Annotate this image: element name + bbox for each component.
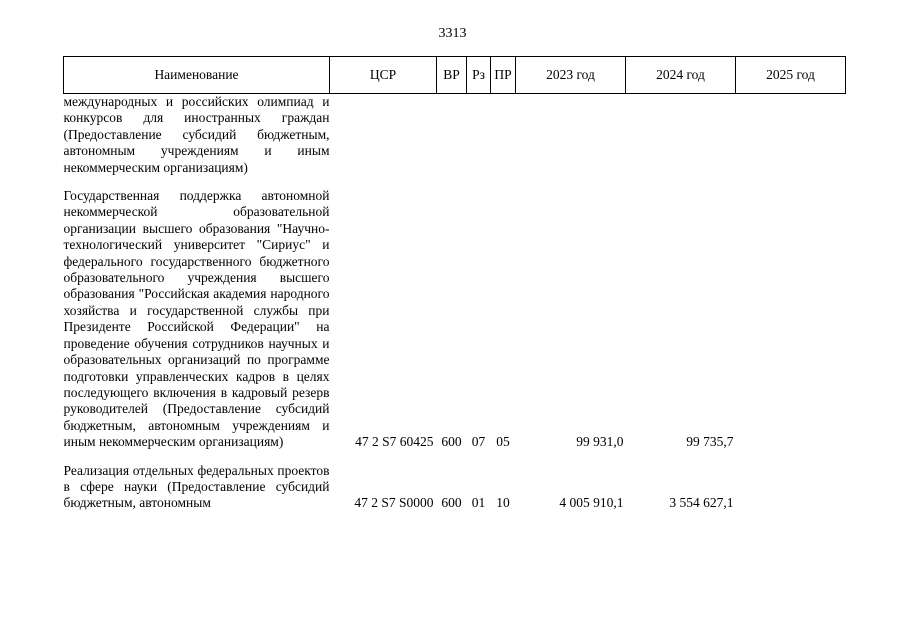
table-row — [64, 463, 846, 512]
header-2023: 2023 год — [516, 57, 626, 94]
header-vr: ВР — [437, 57, 467, 94]
row-2024: 3 554 627,1 — [669, 495, 734, 511]
header-rz: Рз — [467, 57, 491, 94]
row-vr: 600 — [441, 495, 462, 511]
row-pr — [491, 94, 516, 189]
row-2025 — [736, 463, 846, 512]
row-2024 — [626, 94, 736, 189]
row-2023: 4 005 910,1 — [559, 495, 624, 511]
header-pr: ПР — [491, 57, 516, 94]
header-csr: ЦСР — [330, 57, 437, 94]
header-name: Наименование — [64, 57, 330, 94]
row-2023: 99 931,0 — [576, 434, 624, 450]
row-2025 — [736, 94, 846, 189]
table-header-row — [64, 57, 846, 94]
header-2025: 2025 год — [736, 57, 846, 94]
row-name: Государственная поддержка автономной некоммерческой образовательной организации высшего образования "Научно-технологический университет "Сириус" и федерального государственного бюджетного образовательного учреждения высшего образования "Российская академия народного хозяйства и государственной службы при Президенте Российской Федерации" на проведение обучения сотрудников научных и образовательных организаций по программе подготовки управленческих кадров в целях последующего включения в кадровый резерв руководителей (Предоставление субсидий бюджетным, автономным учреждениям и иным некоммерческим организациям) — [63, 188, 330, 450]
row-csr: 47 2 S7 S0000 — [354, 495, 434, 511]
row-name: Реализация отдельных федеральных проектов в сфере науки (Предоставление субсидий бюджетным, автономным — [63, 462, 330, 511]
row-pr: 05 — [496, 434, 510, 450]
row-2023 — [516, 94, 626, 189]
row-vr — [437, 94, 467, 189]
row-rz: 01 — [471, 495, 486, 511]
header-2024: 2024 год — [626, 57, 736, 94]
row-2024: 99 735,7 — [686, 434, 734, 450]
row-rz — [467, 94, 491, 189]
table-row — [64, 94, 846, 189]
row-pr: 10 — [496, 495, 510, 511]
row-2025 — [736, 188, 846, 463]
page-number: 3313 — [438, 26, 467, 41]
row-csr — [330, 94, 437, 189]
row-name: международных и российских олимпиад и конкурсов для иностранных граждан (Предоставление субсидий бюджетным, автономным учреждениям и иным некоммерческим организациям) — [63, 94, 330, 175]
budget-table — [63, 56, 846, 512]
row-vr: 600 — [441, 434, 462, 450]
table-row — [64, 188, 846, 463]
row-rz: 07 — [471, 434, 486, 450]
row-csr: 47 2 S7 60425 — [355, 434, 434, 450]
